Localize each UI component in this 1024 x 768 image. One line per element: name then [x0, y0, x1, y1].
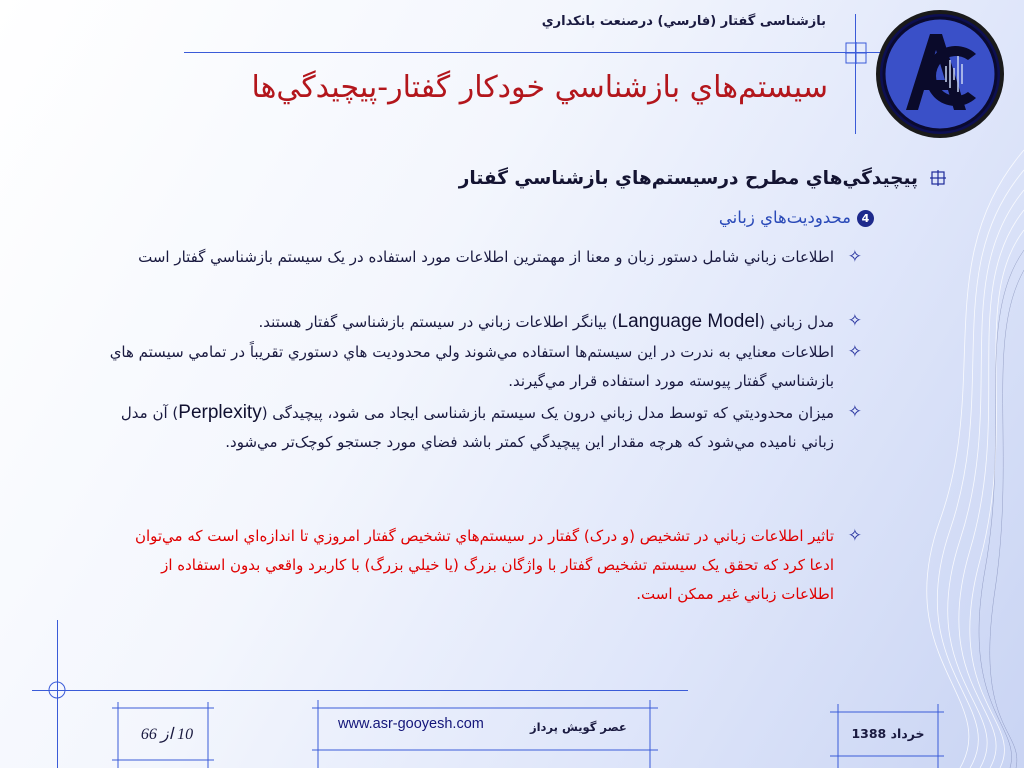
numbered-bullet-icon: 4	[857, 210, 874, 227]
company-logo	[872, 6, 1008, 142]
header-caption: بازشناسی گفتار (فارسي) درصنعت بانکداري	[541, 14, 826, 29]
diamond-bullet-icon: ✧	[847, 311, 862, 331]
bullet-text: اطلاعات معنايي به ندرت در اين سيستم‌ها استفاده مي‌شوند ولي محدوديت هاي دستوري تقريباً در تمامي سيستم هاي بازشناسي گفتار پيوسته مورد استفاده قرار مي‌گيرند.	[109, 343, 834, 390]
bullet-item	[109, 398, 862, 457]
page-total: 66	[140, 726, 157, 743]
bullet-text: ميزان محدوديتي كه توسط مدل زباني درون یک سیستم بازشناسی ایجاد می شود، پیچیدگی (	[261, 404, 834, 422]
footer-date: خرداد 1388	[851, 726, 925, 741]
page-current: 10	[177, 726, 194, 743]
crosshair-bullet-icon	[930, 170, 946, 186]
emphasis-note	[109, 522, 862, 609]
bullet-item	[109, 338, 862, 396]
diamond-bullet-icon: ✧	[847, 526, 862, 546]
diamond-bullet-icon: ✧	[847, 342, 862, 362]
footer-crosshair-icon	[46, 679, 68, 701]
footer-author: عصر گويش پرداز	[530, 720, 627, 734]
diamond-bullet-icon: ✧	[847, 402, 862, 422]
bullet-latin-term: Perplexity	[178, 402, 262, 423]
slide-title: سيستم‌هاي بازشناسي خودكار گفتار-پيچيدگي‌ها	[251, 70, 828, 105]
bullet-text-continued: ) آن مدل زباني ناميده مي‌شود كه هرچه مقدار اين پيچيدگي كمتر باشد فضاي مورد جستجو كوچک‌تر مي‌شود.	[120, 404, 834, 451]
bullet-item	[109, 307, 862, 337]
bullet-text: اطلاعات زباني شامل دستور زبان و معنا از مهمترين اطلاعات مورد استفاده در یک سیستم بازشناسي گفتار است	[138, 248, 834, 266]
page-counter	[132, 724, 202, 744]
header-rule	[184, 52, 884, 53]
footer-website-link[interactable]: www.asr-gooyesh.com	[338, 716, 484, 732]
header-vertical-line	[855, 14, 856, 134]
bullet-latin-term: Language Model	[617, 311, 760, 332]
bullet-text: مدل زباني (	[759, 313, 834, 331]
bullet-item	[109, 243, 862, 272]
subheading-text: محدوديت‌هاي زباني	[718, 208, 851, 227]
section-heading-text: پيچيدگي‌هاي مطرح درسيستم‌هاي بازشناسي گفتار	[458, 168, 918, 189]
footer-rule	[32, 690, 688, 691]
header-crosshair-icon	[845, 42, 867, 64]
note-text: تاثير اطلاعات زباني در تشخيص (و درک) گفتار در سيستم‌هاي تشخيص گفتار امروزي تا اندازه‌اي است كه مي‌توان ادعا كرد كه تحقق یک سیستم تشخيص گفتار با واژگان بزرگ (يا خيلي بزرگ) با كاربرد واقعي بدون استفاده از اطلاعات زباني غير ممكن است.	[134, 527, 834, 603]
page-separator: از	[160, 726, 174, 743]
subheading	[554, 208, 874, 227]
section-heading	[306, 168, 946, 189]
bullet-text-continued: ) بيانگر اطلاعات زباني در سيستم بازشناسي گفتار هستند.	[258, 313, 618, 331]
diamond-bullet-icon: ✧	[847, 247, 862, 267]
